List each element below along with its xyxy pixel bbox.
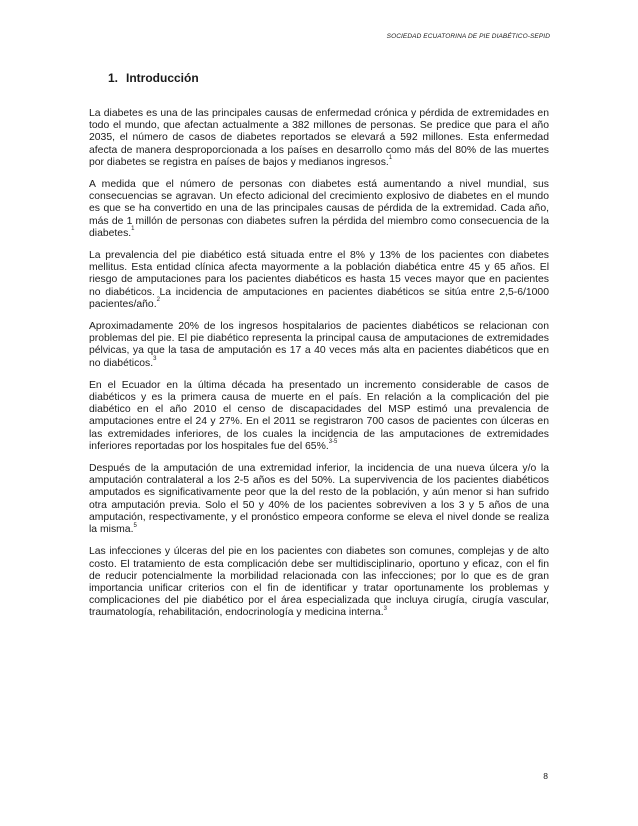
reference-citation: 1 [388, 155, 393, 162]
paragraph-text: En el Ecuador en la última década ha presentado un incremento considerable de casos de diabéticos y es la primera causa de muerte en el país. En relación a la complicación del pie diabético en el año 2010 el censo de discapacidades del MSP estimó una prevalencia de amputaciones entre el 24 y 27%. En el 2011 se registraron 700 casos de pacientes con úlceras en las extremidades inferiores, de los cuales la incidencia de las amputaciones de extremidades inferiores reportadas por los hospitales fue del 65%. [89, 379, 549, 452]
reference-citation: 3 [153, 356, 157, 363]
paragraph [89, 108, 549, 169]
paragraph-text: A medida que el número de personas con diabetes está aumentando a nivel mundial, sus consecuencias se agravan. Un efecto adicional del crecimiento explosivo de diabetes en el mundo es que se ha convertido en una de las principales causas de pérdida de la extremidad. Cada año, más de 1 millón de personas con diabetes sufren la pérdida del miembro como consecuencia de la diabetes. [89, 179, 549, 239]
reference-citation: 1 [131, 226, 135, 233]
reference-citation: 3 [383, 605, 387, 612]
paragraph-text: La prevalencia del pie diabético está situada entre el 8% y 13% de los pacientes con diabetes mellitus. Esta entidad clínica afecta mayormente a la población diabética entre 45 y 65 años. El riesgo de amputaciones para los pacientes diabéticos es hasta 15 veces mayor que en pacientes no diabéticos. La incidencia de amputaciones en pacientes diabéticos se sitúa entre 2,5-6/1000 pacientes/año. [89, 250, 549, 310]
reference-citation: 5 [133, 522, 137, 529]
body-text [89, 108, 549, 630]
reference-citation: 3-5 [328, 439, 338, 446]
section-number: 1. [108, 71, 119, 85]
paragraph [89, 321, 549, 370]
paragraph-text: Después de la amputación de una extremidad inferior, la incidencia de una nueva úlcera y/o la amputación contralateral a los 2-5 años es del 50%. La supervivencia de los pacientes diabéticos amputados es significativamente peor que la del resto de la población, y aún menor si han sufrido otra amputación previa. Solo el 50 y 40% de los pacientes sobreviven a los 3 y 5 años de una amputación, respectivamente, y el pronóstico empeora conforme se eleva el nivel donde se realiza la misma. [89, 463, 549, 536]
paragraph [89, 380, 549, 453]
section-title-text: Introducción [126, 71, 199, 85]
paragraph [89, 250, 549, 311]
section-title [108, 71, 199, 85]
paragraph [89, 546, 549, 619]
page-header: SOCIEDAD ECUATORINA DE PIE DIABÉTICO-SEPID [386, 33, 550, 40]
reference-citation: 2 [156, 297, 160, 304]
paragraph [89, 179, 549, 240]
page-number: 8 [543, 771, 548, 781]
paragraph-text: Aproximadamente 20% de los ingresos hospitalarios de pacientes diabéticos se relacionan con problemas del pie. El pie diabético representa la principal causa de amputaciones de extremidades pélvicas, ya que la tasa de amputación es 17 a 40 veces más alta en pacientes diabéticos que en no diabéticos. [89, 321, 549, 369]
paragraph-text: La diabetes es una de las principales causas de enfermedad crónica y pérdida de extremidades en todo el mundo, que afectan actualmente a 382 millones de personas. Se predice que para el año 2035, el número de casos de diabetes reportados se elevará a 592 millones. Esta enfermedad afecta de manera desproporcionada a los países en desarrollo como más del 80% de las muertes por diabetes se registra en países de bajos y medianos ingresos. [89, 108, 549, 168]
paragraph [89, 463, 549, 536]
paragraph-text: Las infecciones y úlceras del pie en los pacientes con diabetes son comunes, complejas y de alto costo. El tratamiento de esta complicación debe ser multidisciplinario, oportuno y eficaz, con el fin de reducir potencialmente la morbilidad relacionada con las infecciones; por lo que es de gran importancia unificar criterios con el fin de identificar y tratar oportunamente los problemas y complicaciones del pie diabético por el área especializada que incluya cirugía, cirugía vascular, traumatología, rehabilitación, endocrinología y medicina interna. [89, 546, 549, 619]
